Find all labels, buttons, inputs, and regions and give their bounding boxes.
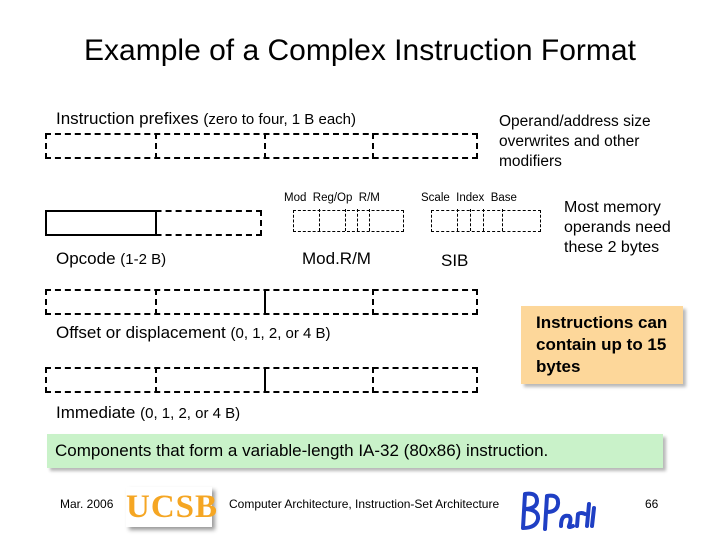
slide-title: Example of a Complex Instruction Format <box>84 34 636 67</box>
memory-note: Most memory operands need these 2 bytes <box>564 199 671 256</box>
immediate-label-group <box>56 403 240 423</box>
sib-field-scale: Scale <box>421 192 450 204</box>
immediate-byte-divider <box>155 367 157 393</box>
modrm-field-rm: R/M <box>358 192 380 204</box>
max-length-callout: Instructions can contain up to 15 bytes <box>521 306 683 384</box>
prefix-bytes-row <box>45 133 478 159</box>
modrm-fields <box>284 192 408 204</box>
offset-bytes-row <box>45 289 478 315</box>
offset-byte-divider <box>264 289 266 315</box>
immediate-label: Immediate <box>56 403 136 422</box>
footer-course: Computer Architecture, Instruction-Set Architecture <box>229 497 500 511</box>
ucsb-logo: UCSB <box>126 489 219 525</box>
signature-graphic <box>517 488 601 532</box>
sib-byte-box <box>431 210 541 232</box>
offset-byte-divider <box>155 289 157 315</box>
modrm-bit-divider <box>369 209 370 231</box>
immediate-byte-divider <box>372 367 374 393</box>
prefix-byte-divider <box>264 133 266 159</box>
offset-label-group <box>56 323 331 343</box>
signature-logo <box>517 488 601 532</box>
opcode-label: Opcode <box>56 249 116 268</box>
sib-bit-divider <box>457 209 458 231</box>
caption-callout: Components that form a variable-length IA-32 (80x86) instruction. <box>47 434 663 468</box>
sib-bit-divider <box>502 209 503 231</box>
prefixes-detail: (zero to four, 1 B each) <box>203 111 356 128</box>
opcode-detail: (1-2 B) <box>120 251 167 268</box>
offset-detail: (0, 1, 2, or 4 B) <box>230 325 331 342</box>
modrm-bit-divider <box>345 209 346 231</box>
sib-bit-divider <box>470 209 471 231</box>
prefix-byte-divider <box>155 133 157 159</box>
modrm-bit-divider <box>357 209 358 231</box>
immediate-bytes-row <box>45 367 478 393</box>
immediate-detail: (0, 1, 2, or 4 B) <box>140 405 241 422</box>
sib-bit-divider <box>483 209 484 231</box>
prefixes-label: Instruction prefixes <box>56 109 199 128</box>
footer-date: Mar. 2006 <box>60 497 114 511</box>
offset-label: Offset or displacement <box>56 323 226 342</box>
immediate-byte-divider <box>264 367 266 393</box>
prefix-byte-divider <box>372 133 374 159</box>
modrm-field-mod: Mod <box>284 192 307 204</box>
operand-note: Operand/address size overwrites and other modifiers <box>499 113 651 170</box>
offset-byte-divider <box>372 289 374 315</box>
sib-fields <box>421 192 545 204</box>
opcode-label-group <box>56 249 166 269</box>
sib-field-base: Base <box>490 192 517 204</box>
modrm-byte-box <box>293 210 404 232</box>
opcode-required-byte <box>45 210 157 236</box>
modrm-bit-divider <box>319 209 320 231</box>
modrm-label: Mod.R/M <box>302 249 371 268</box>
sib-label: SIB <box>441 251 469 270</box>
footer-page-number: 66 <box>645 497 659 511</box>
modrm-field-reg: Reg/Op <box>312 192 353 204</box>
sib-field-index: Index <box>456 192 485 204</box>
prefixes-label-group <box>56 109 356 129</box>
